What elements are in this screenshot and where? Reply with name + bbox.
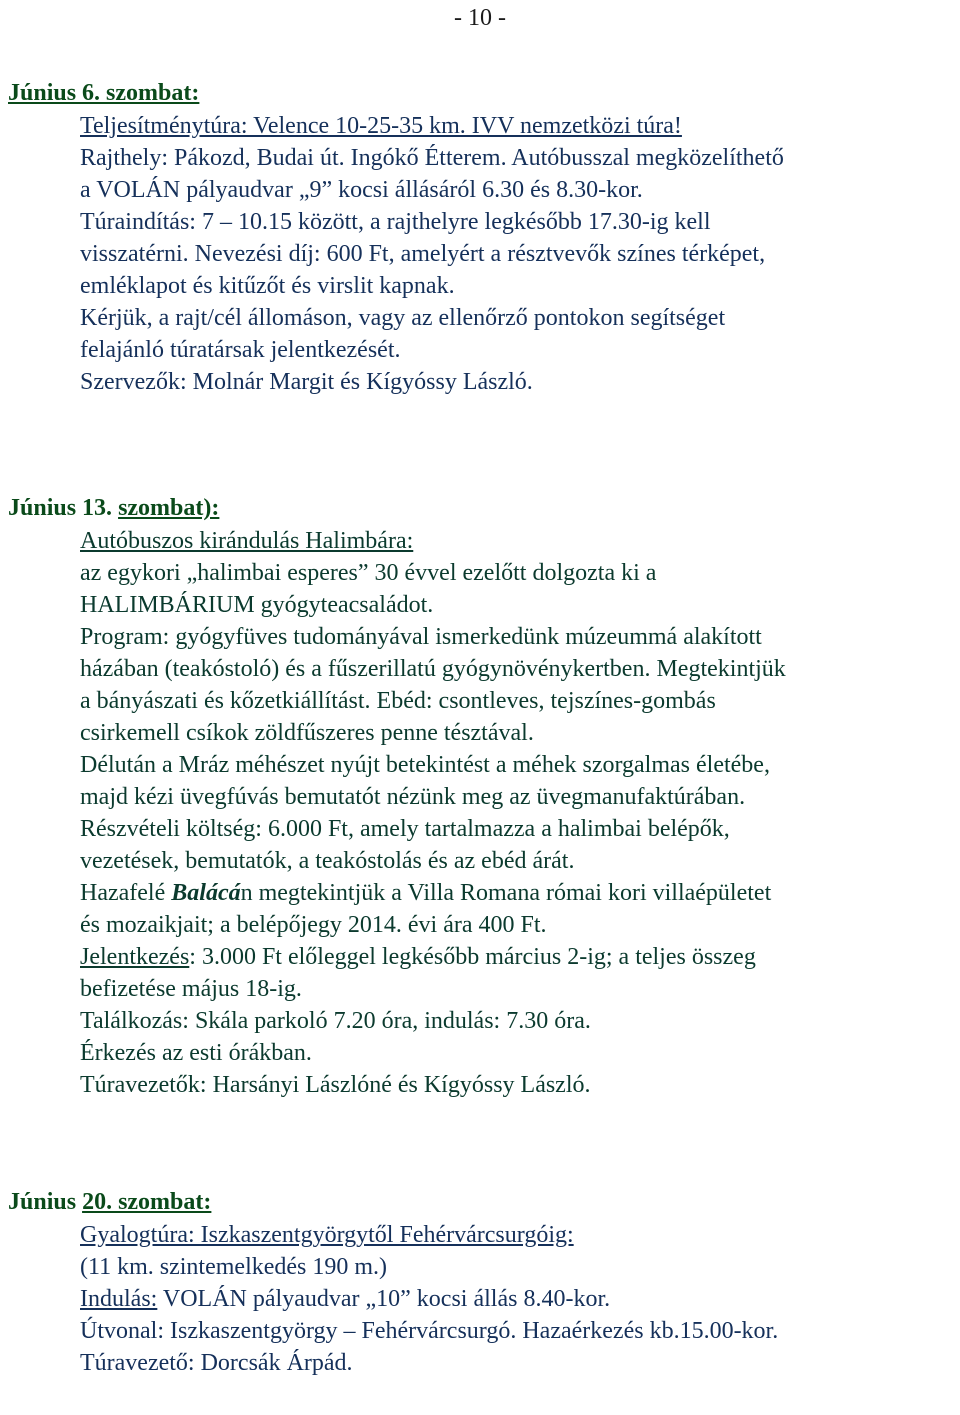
text-line: Kérjük, a rajt/cél állomáson, vagy az ellenőrző pontokon segítséget <box>80 305 726 331</box>
text-line: csirkemell csíkok zöldfűszeres penne tésztával. <box>80 720 534 746</box>
heading-day: szombat): <box>118 495 220 521</box>
text-line: Program: gyógyfüves tudományával ismerkedünk múzeummá alakított <box>80 624 762 650</box>
event-june-20 <box>0 1187 960 1379</box>
event-heading: Június 6. szombat: <box>8 80 200 106</box>
text-line: HALIMBÁRIUM gyógyteacsaládot. <box>80 592 434 618</box>
text-line: Délután a Mráz méhészet nyújt betekintést a méhek szorgalmas életébe, <box>80 752 770 778</box>
balaca-place: Balácá <box>171 880 241 906</box>
text-line: az egykori „halimbai esperes” 30 évvel ezelőtt dolgozta ki a <box>80 560 657 586</box>
event-title: Autóbuszos kirándulás Halimbára: <box>80 528 414 554</box>
text-line: befizetése május 18-ig. <box>80 976 302 1002</box>
event-body <box>80 1219 955 1379</box>
text-line: és mozaikjait; a belépőjegy 2014. évi ára 400 Ft. <box>80 912 547 938</box>
signup-label: Jelentkezés <box>80 944 190 970</box>
event-june-13 <box>0 493 960 1101</box>
event-title: Gyalogtúra: Iszkaszentgyörgytől Fehérvárcsurgóig: <box>80 1222 574 1248</box>
text-line: (11 km. szintemelkedés 190 m.) <box>80 1254 388 1280</box>
page-number: - 10 - <box>454 5 506 31</box>
text-line: visszatérni. Nevezési díj: 600 Ft, amelyért a résztvevők színes térképet, <box>80 241 766 267</box>
text-line: Túraindítás: 7 – 10.15 között, a rajthelyre legkésőbb 17.30-ig kell <box>80 209 711 235</box>
text-line: Részvételi költség: 6.000 Ft, amely tartalmazza a halimbai belépők, <box>80 816 730 842</box>
event-june-6 <box>0 78 960 398</box>
balaca-prefix: Hazafelé <box>80 880 172 906</box>
event-heading <box>8 493 960 523</box>
event-body <box>80 525 955 1101</box>
event-title: Teljesítménytúra: Velence 10-25-35 km. IVV nemzetközi túra! <box>80 113 682 139</box>
text-line: Túravezető: Dorcsák Árpád. <box>80 1350 353 1376</box>
text-line: emléklapot és kitűzőt és virslit kapnak. <box>80 273 455 299</box>
balaca-rest: n megtekintjük a Villa Romana római kori villaépületet <box>240 880 772 906</box>
signup-line <box>80 941 955 973</box>
event-heading <box>8 1187 960 1217</box>
start-label: Indulás: <box>80 1286 158 1312</box>
heading-day: 20. szombat: <box>82 1189 212 1215</box>
heading-date: Június 13. <box>8 495 113 521</box>
start-line <box>80 1283 955 1315</box>
text-line: Érkezés az esti órákban. <box>80 1040 312 1066</box>
signup-rest: : 3.000 Ft előleggel legkésőbb március 2-ig; a teljes összeg <box>189 944 756 970</box>
text-line: felajánló túratársak jelentkezését. <box>80 337 401 363</box>
text-line: Szervezők: Molnár Margit és Kígyóssy László. <box>80 369 533 395</box>
text-line: házában (teakóstoló) és a fűszerillatú gyógynövénykertben. Megtekintjük <box>80 656 786 682</box>
heading-date: Június <box>8 1189 83 1215</box>
event-body <box>80 110 955 398</box>
text-line: Útvonal: Iszkaszentgyörgy – Fehérvárcsurgó. Hazaérkezés kb.15.00-kor. <box>80 1318 779 1344</box>
text-line: Rajthely: Pákozd, Budai út. Ingókő Étterem. Autóbusszal megközelíthető <box>80 145 784 171</box>
balaca-line <box>80 877 955 909</box>
text-line: vezetések, bemutatók, a teakóstolás és az ebéd árát. <box>80 848 575 874</box>
text-line: Találkozás: Skála parkoló 7.20 óra, indulás: 7.30 óra. <box>80 1008 591 1034</box>
text-line: majd kézi üvegfúvás bemutatót nézünk meg az üvegmanufaktúrában. <box>80 784 746 810</box>
text-line: a VOLÁN pályaudvar „9” kocsi állásáról 6.30 és 8.30-kor. <box>80 177 643 203</box>
start-rest: VOLÁN pályaudvar „10” kocsi állás 8.40-kor. <box>157 1286 611 1312</box>
text-line: a bányászati és kőzetkiállítást. Ebéd: csontleves, tejszínes-gombás <box>80 688 716 714</box>
text-line: Túravezetők: Harsányi Lászlóné és Kígyóssy László. <box>80 1072 591 1098</box>
